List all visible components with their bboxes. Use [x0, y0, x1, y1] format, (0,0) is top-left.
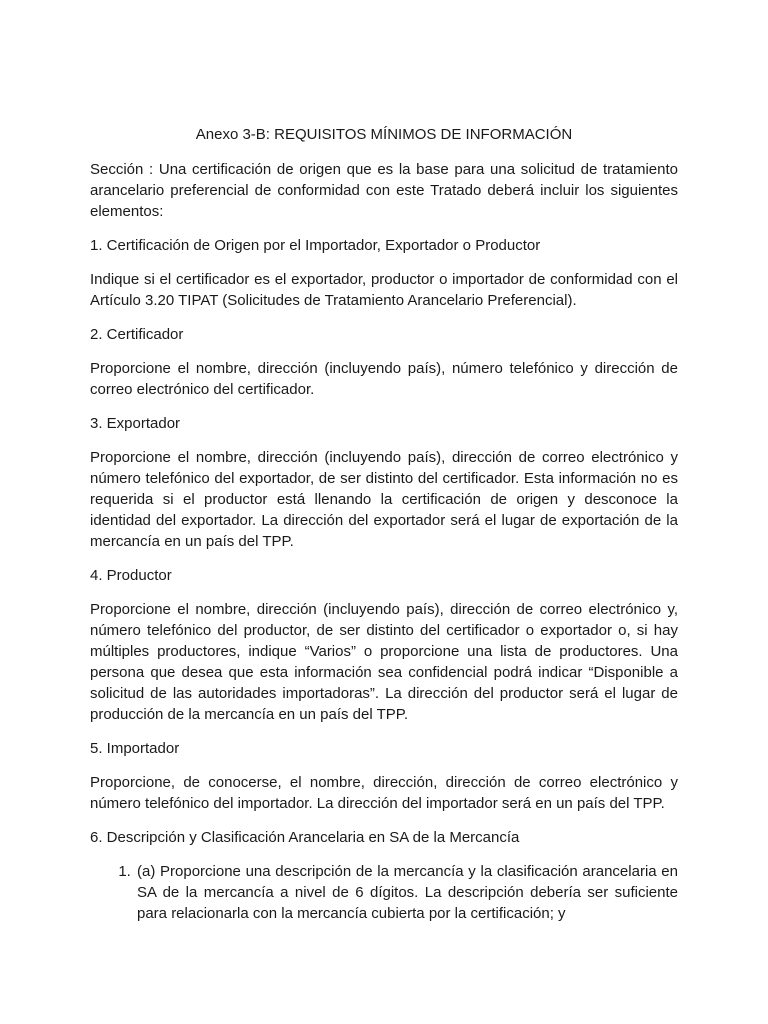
document-title: Anexo 3-B: REQUISITOS MÍNIMOS DE INFORMACIÓN	[195, 126, 573, 143]
section-1-body: Indique si el certificador es el exportador, productor o importador de conformidad con el Artículo 3.20 TIPAT (Solicitudes de Tratamiento Arancelario Preferencial).	[90, 271, 678, 309]
section-2-body: Proporcione el nombre, dirección (incluyendo país), número telefónico y dirección de correo electrónico del certificador.	[90, 360, 678, 398]
intro-paragraph: Sección : Una certificación de origen que es la base para una solicitud de tratamiento arancelario preferencial de conformidad con este Tratado deberá incluir los siguientes elementos:	[90, 161, 678, 220]
section-2-heading: 2. Certificador	[90, 326, 184, 343]
section-5-heading: 5. Importador	[90, 740, 180, 757]
section-4-heading: 4. Productor	[90, 567, 172, 584]
section-1-heading: 1. Certificación de Origen por el Importador, Exportador o Productor	[90, 237, 541, 254]
list-item: 1. (a) Proporcione una descripción de la mercancía y la clasificación arancelaria en SA de la mercancía a nivel de 6 dígitos. La descripción debería ser suficiente para relacionarla con la mercancía cubierta por la certificación; y	[135, 861, 678, 924]
section-5-body: Proporcione, de conocerse, el nombre, dirección, dirección de correo electrónico y número telefónico del importador. La dirección del importador será en un país del TPP.	[90, 774, 678, 812]
numbered-list	[90, 861, 678, 924]
section-4-body: Proporcione el nombre, dirección (incluyendo país), dirección de correo electrónico y, número telefónico del productor, de ser distinto del certificador o exportador o, si hay múltiples productores, indique “Varios” o proporcione una lista de productores. Una persona que desea que esta información sea confidencial podrá indicar “Disponible a solicitud de las autoridades importadoras”. La dirección del productor será el lugar de producción de la mercancía en un país del TPP.	[90, 601, 678, 723]
section-3-heading: 3. Exportador	[90, 415, 181, 432]
section-6-heading: 6. Descripción y Clasificación Arancelaria en SA de la Mercancía	[90, 829, 520, 846]
section-3-body: Proporcione el nombre, dirección (incluyendo país), dirección de correo electrónico y número telefónico del exportador, de ser distinto del certificador. Esta información no es requerida si el productor está llenando la certificación de origen y desconoce la identidad del exportador. La dirección del exportador será el lugar de exportación de la mercancía en un país del TPP.	[90, 449, 678, 550]
